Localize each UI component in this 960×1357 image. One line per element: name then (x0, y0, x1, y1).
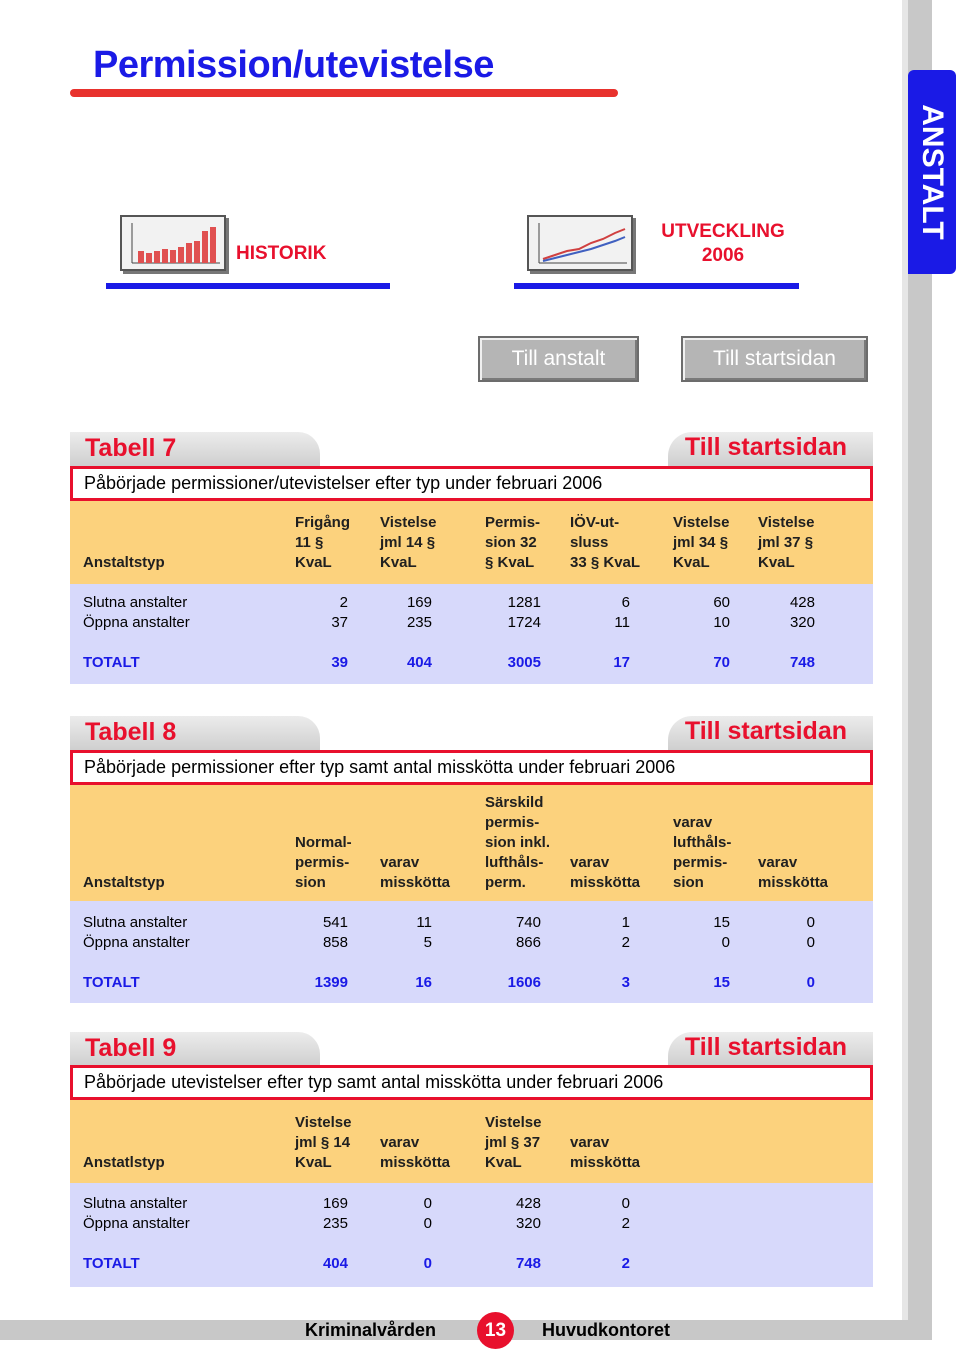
header-line: Vistelse (295, 1114, 352, 1131)
table-cell: 15 (713, 914, 730, 931)
tabell-7-col-header (673, 513, 729, 573)
header-line: Normal- (295, 834, 352, 851)
tabell-9-col-header (570, 1113, 640, 1173)
total-cell: 17 (613, 654, 630, 671)
header-line: varav (570, 1134, 610, 1151)
table-cell: 740 (515, 914, 541, 931)
header-line: Vistelse (673, 514, 730, 531)
header-line: 11 § (295, 534, 324, 551)
table-cell: 1724 (507, 614, 541, 631)
header-line: varav (570, 854, 610, 871)
side-tab-label: ANSTALT (916, 104, 949, 240)
header-line: sion inkl. (485, 834, 551, 851)
total-cell: 1606 (507, 974, 541, 991)
header-line: jml 14 § (380, 534, 436, 551)
table-cell: 10 (713, 614, 730, 631)
table-cell: 866 (515, 934, 541, 951)
tabell-9-link-label: Till startsidan (684, 1033, 847, 1061)
header-line: KvaL (380, 554, 417, 571)
total-label: TOTALT (83, 1255, 140, 1272)
header-line: misskötta (758, 874, 829, 891)
total-cell: 3005 (507, 654, 541, 671)
anstalt-side-tab[interactable] (908, 70, 956, 274)
header-line: jml 37 § (758, 534, 814, 551)
table-cell: 2 (621, 934, 630, 951)
total-label: TOTALT (83, 974, 140, 991)
tabell-7-body (70, 584, 873, 684)
tabell-8-col-header (758, 793, 828, 893)
table-cell: 0 (423, 1215, 432, 1232)
row-label: Slutna anstalter (83, 914, 188, 931)
title-underline (70, 89, 618, 97)
total-cell: 748 (515, 1255, 541, 1272)
header-line (570, 813, 640, 833)
total-cell: 39 (331, 654, 348, 671)
table-cell: 428 (789, 594, 815, 611)
tabell-9-caption: Påbörjade utevistelser efter typ samt antal misskötta under februari 2006 (70, 1065, 873, 1100)
tabell-8-link-label: Till startsidan (684, 717, 847, 745)
header-line: Särskild (485, 794, 544, 811)
page-number-badge: 13 (477, 1312, 514, 1349)
header-line: permis- (673, 854, 728, 871)
header-line (758, 793, 828, 813)
till-startsidan-button[interactable]: Till startsidan (681, 336, 868, 382)
header-line (570, 833, 640, 853)
utveckling-underline (514, 283, 799, 289)
header-line: misskötta (380, 1154, 451, 1171)
utveckling-link[interactable] (650, 220, 796, 268)
header-line: jml § 37 (485, 1134, 541, 1151)
table-cell: 320 (515, 1215, 541, 1232)
row-label: Öppna anstalter (83, 614, 190, 631)
tabell-9-col-header (485, 1113, 541, 1173)
header-line (570, 1113, 640, 1133)
tabell-7-col-header (758, 513, 814, 573)
tabell-9-startsidan-link[interactable] (668, 1032, 873, 1066)
header-line: sion (295, 874, 326, 891)
tabell-7-col-header (380, 513, 436, 573)
header-line: varav (758, 854, 798, 871)
total-cell: 0 (806, 974, 815, 991)
tabell-7-col-header (295, 513, 350, 573)
total-cell: 70 (713, 654, 730, 671)
header-line: sion 32 (485, 534, 537, 551)
header-line (673, 793, 731, 813)
header-line: perm. (485, 874, 526, 891)
header-line: KvaL (295, 1154, 332, 1171)
total-cell: 1399 (314, 974, 348, 991)
header-line: IÖV-ut- (570, 514, 620, 531)
header-line (570, 793, 640, 813)
table-cell: 2 (339, 594, 348, 611)
header-line: permis- (295, 854, 350, 871)
header-line: misskötta (380, 874, 451, 891)
table-cell: 11 (416, 914, 432, 931)
tabell-8-col-header (485, 793, 550, 893)
header-line: KvaL (758, 554, 795, 571)
table-cell: 0 (806, 934, 815, 951)
header-line (758, 813, 828, 833)
header-line: KvaL (673, 554, 710, 571)
header-line (295, 813, 352, 833)
table-cell: 0 (721, 934, 730, 951)
tabell-9-header-first: Anstatlstyp (83, 1154, 165, 1171)
header-line (380, 813, 450, 833)
header-line: Vistelse (758, 514, 815, 531)
tabell-7-title: Tabell 7 (85, 434, 177, 462)
table-cell: 235 (406, 614, 432, 631)
tabell-8-title: Tabell 8 (85, 718, 177, 746)
tabell-9-tab (70, 1032, 320, 1066)
tabell-7-header-first: Anstaltstyp (83, 554, 165, 571)
tabell-8-body (70, 901, 873, 1003)
table-cell: 37 (331, 614, 348, 631)
footer-kriminalvarden: Kriminalvården (305, 1320, 437, 1340)
tabell-9-body (70, 1183, 873, 1287)
table-cell: 169 (406, 594, 432, 611)
table-cell: 0 (806, 914, 815, 931)
header-line: KvaL (485, 1154, 522, 1171)
table-cell: 1 (621, 914, 630, 931)
table-cell: 60 (713, 594, 730, 611)
tabell-7-link-label: Till startsidan (684, 433, 847, 461)
total-cell: 404 (322, 1255, 348, 1272)
historik-link[interactable]: HISTORIK (236, 243, 327, 264)
utveckling-line2: 2006 (701, 245, 745, 266)
total-cell: 16 (415, 974, 432, 991)
total-cell: 2 (621, 1255, 630, 1272)
page-shadow-bottom (0, 1320, 932, 1340)
utveckling-chart-icon[interactable] (527, 215, 633, 271)
header-line (380, 793, 450, 813)
tabell-8-caption: Påbörjade permissioner efter typ samt antal misskötta under februari 2006 (70, 750, 873, 785)
total-cell: 15 (713, 974, 730, 991)
header-line: Vistelse (485, 1114, 542, 1131)
header-line: § KvaL (485, 554, 535, 571)
tabell-8-startsidan-link[interactable] (668, 716, 873, 750)
tabell-7-col-header (485, 513, 540, 573)
row-label: Slutna anstalter (83, 1195, 188, 1212)
total-cell: 3 (621, 974, 630, 991)
table-cell: 2 (621, 1215, 630, 1232)
tabell-9-header (70, 1100, 873, 1183)
tabell-7-caption: Påbörjade permissioner/utevistelser efter typ under februari 2006 (70, 466, 873, 501)
table-cell: 320 (789, 614, 815, 631)
table-cell: 6 (621, 594, 630, 611)
header-line: 33 § KvaL (570, 554, 641, 571)
table-cell: 5 (423, 934, 432, 951)
tabell-7-header (70, 501, 873, 584)
header-line: lufthåls- (485, 854, 544, 871)
total-cell: 404 (406, 654, 432, 671)
header-line: permis- (485, 814, 540, 831)
table-cell: 0 (621, 1195, 630, 1212)
row-label: Öppna anstalter (83, 934, 190, 951)
header-line: sion (673, 874, 704, 891)
total-label: TOTALT (83, 654, 140, 671)
tabell-7-tab (70, 432, 320, 466)
header-line: KvaL (295, 554, 332, 571)
header-line: varav (673, 814, 713, 831)
tabell-9-title: Tabell 9 (85, 1034, 177, 1062)
tabell-8-tab (70, 716, 320, 750)
footer-huvudkontoret: Huvudkontoret (542, 1320, 670, 1340)
header-line (380, 833, 450, 853)
header-line: Permis- (485, 514, 541, 531)
header-line: varav (380, 1134, 420, 1151)
tabell-7-startsidan-link[interactable] (668, 432, 873, 466)
header-line: Vistelse (380, 514, 437, 531)
historik-underline (106, 283, 390, 289)
tabell-8-col-header (570, 793, 640, 893)
table-cell: 169 (322, 1195, 348, 1212)
row-label: Slutna anstalter (83, 594, 188, 611)
tabell-8-col-header (380, 793, 450, 893)
header-line: jml § 14 (295, 1134, 351, 1151)
header-line: lufthåls- (673, 834, 732, 851)
row-label: Öppna anstalter (83, 1215, 190, 1232)
tabell-9-col-header (295, 1113, 351, 1173)
table-cell: 0 (423, 1195, 432, 1212)
tabell-8-col-header (673, 793, 731, 893)
header-line: misskötta (570, 874, 641, 891)
header-line (295, 793, 352, 813)
header-line: sluss (570, 534, 609, 551)
total-cell: 0 (423, 1255, 432, 1272)
tabell-7-col-header (570, 513, 640, 573)
table-cell: 541 (322, 914, 348, 931)
table-cell: 428 (515, 1195, 541, 1212)
tabell-8-header-first: Anstaltstyp (83, 874, 165, 891)
header-line (380, 1113, 450, 1133)
header-line: Frigång (295, 514, 350, 531)
tabell-8-header (70, 785, 873, 901)
header-line: jml 34 § (673, 534, 729, 551)
tabell-9-col-header (380, 1113, 450, 1173)
header-line: misskötta (570, 1154, 641, 1171)
page-title: Permission/utevistelse (93, 44, 494, 86)
total-cell: 748 (789, 654, 815, 671)
tabell-8-col-header (295, 793, 352, 893)
header-line: varav (380, 854, 420, 871)
table-cell: 1281 (507, 594, 541, 611)
till-anstalt-button[interactable]: Till anstalt (478, 336, 639, 382)
header-line (758, 833, 828, 853)
historik-chart-icon[interactable] (120, 215, 226, 271)
table-cell: 858 (322, 934, 348, 951)
table-cell: 11 (614, 614, 630, 631)
table-cell: 235 (322, 1215, 348, 1232)
utveckling-line1: UTVECKLING (661, 221, 785, 242)
